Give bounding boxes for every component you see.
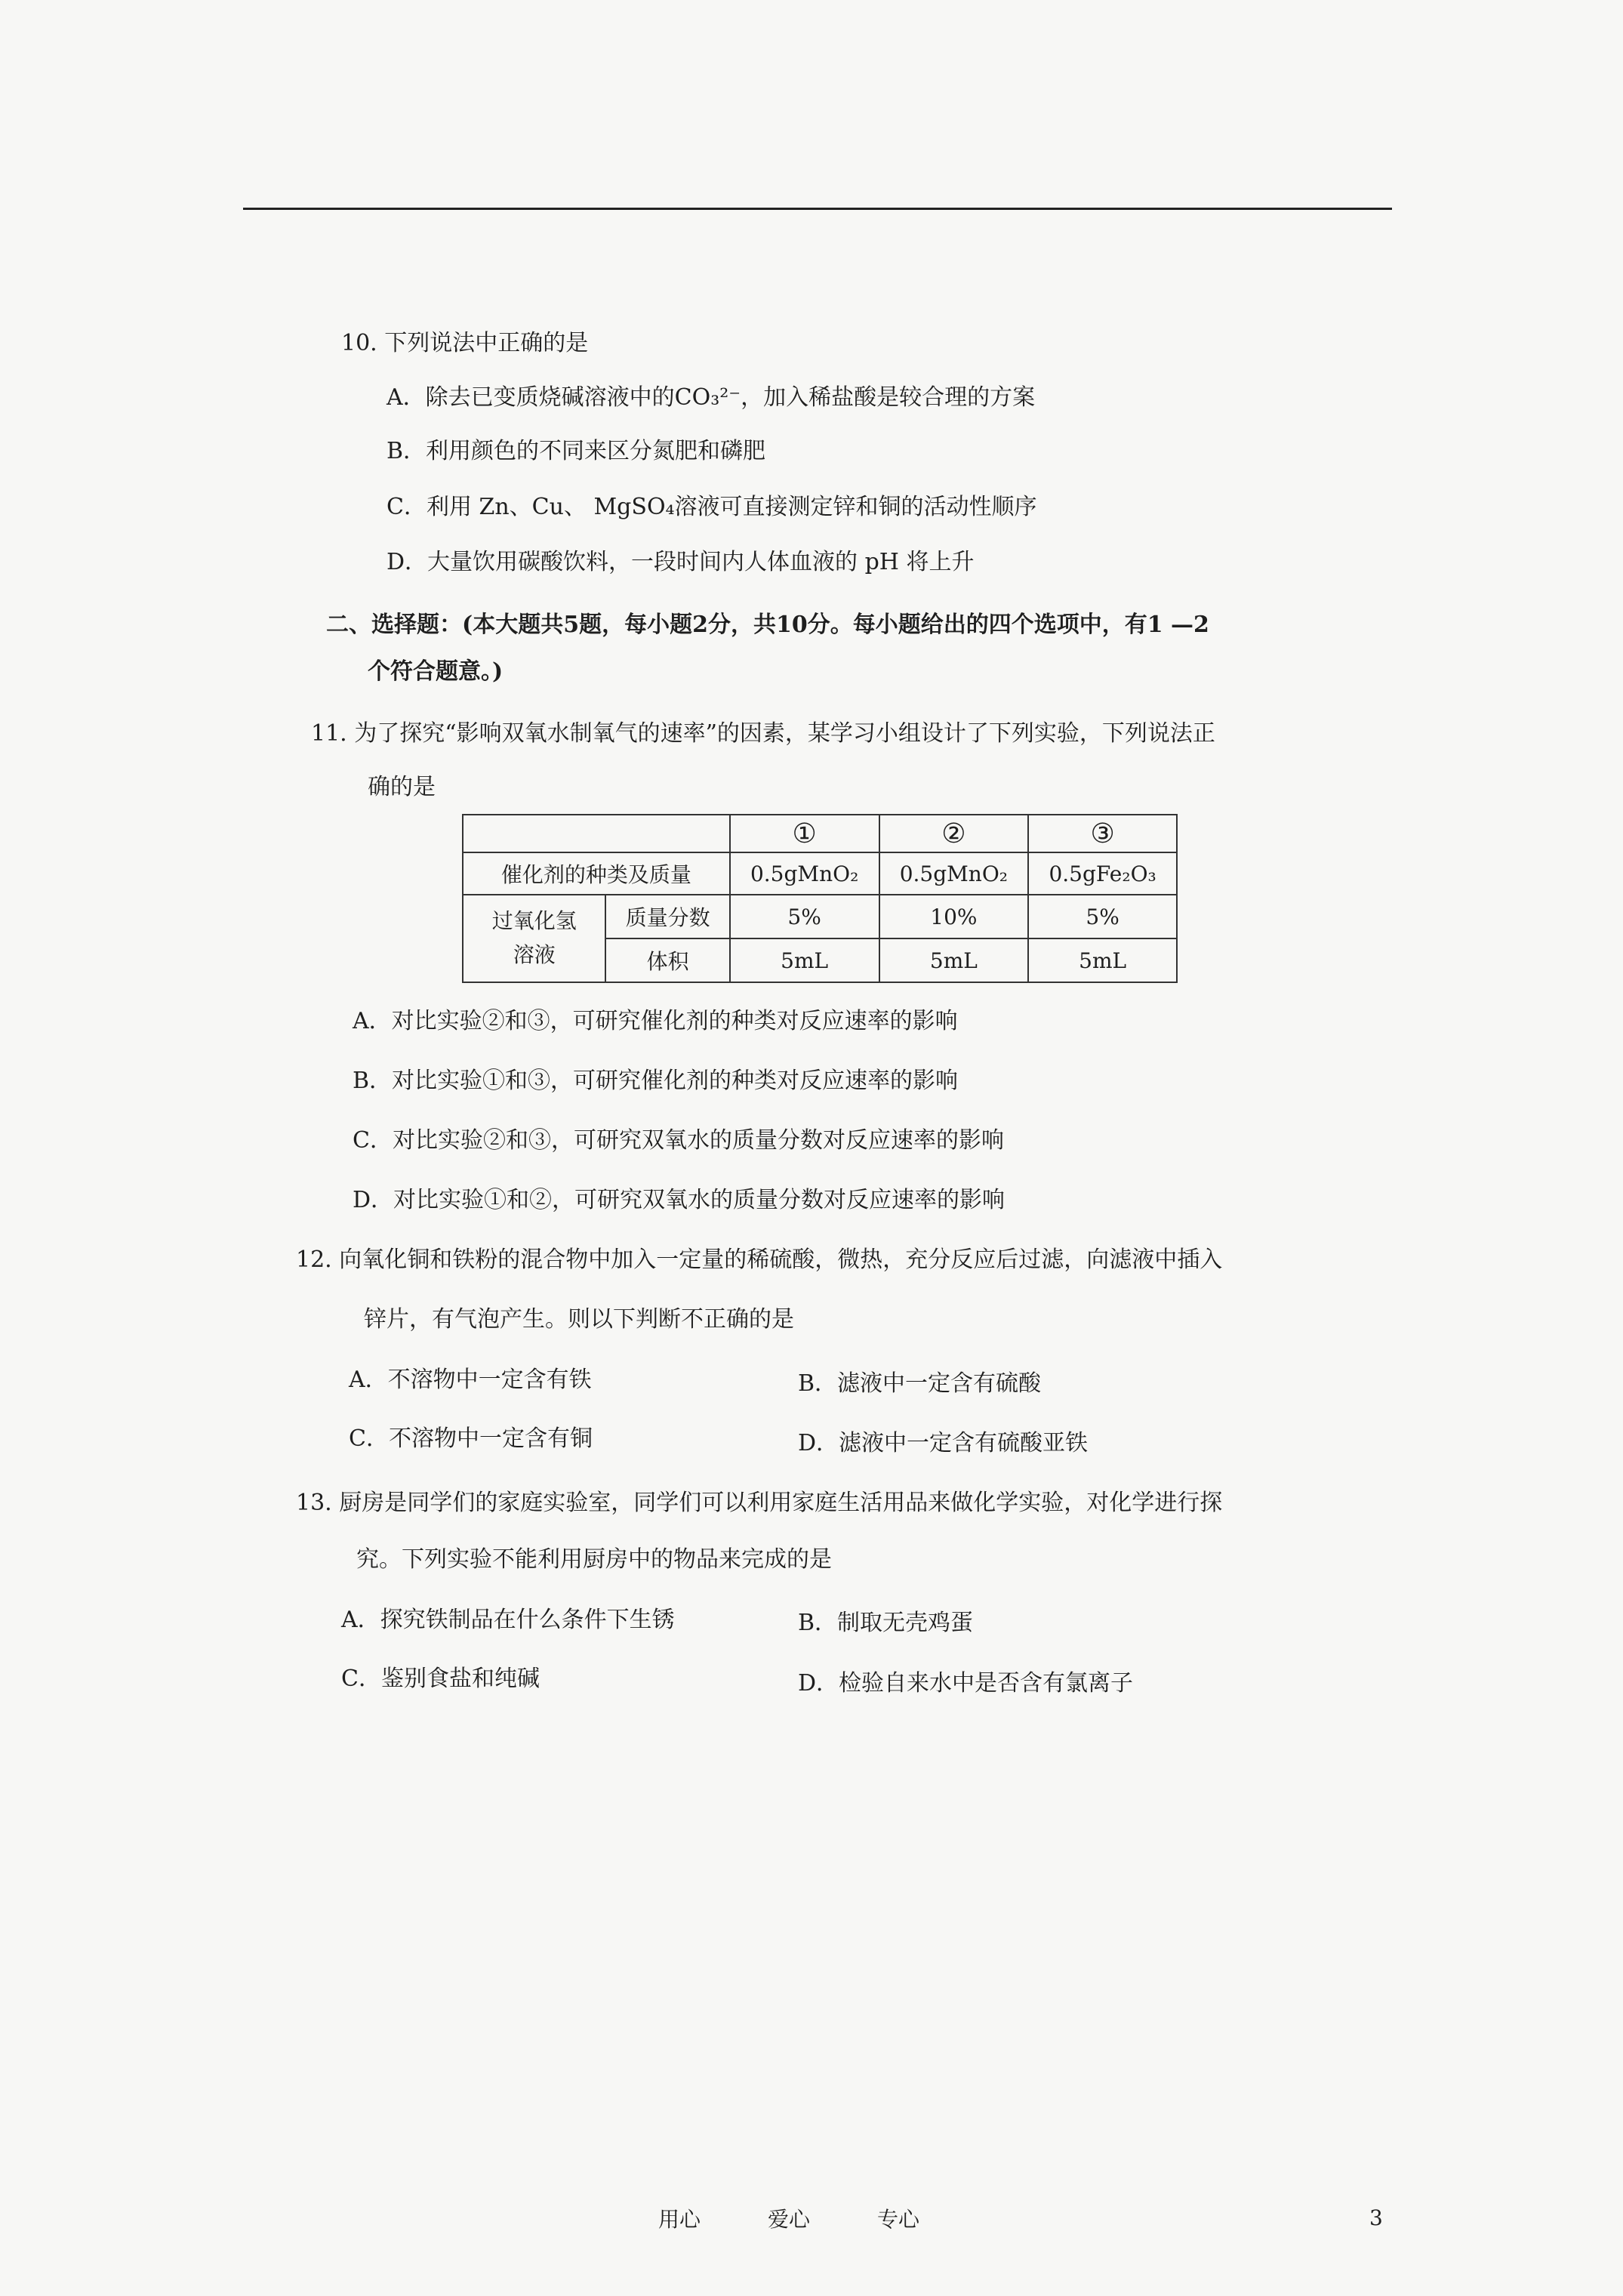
fraction-exp3: 5% [1028,895,1177,938]
q10-option-c: C．利用 Zn、Cu、 MgSO₄溶液可直接测定锌和铜的活动性顺序 [387,494,1037,520]
table-header-exp2: ② [879,815,1029,852]
q10-option-b: B．利用颜色的不同来区分氮肥和磷肥 [387,438,766,464]
volume-label: 体积 [605,938,729,982]
experiment-table [462,814,1178,983]
footer-word-1: 用心 [658,2207,701,2232]
solution-label: 过氧化氢溶液 [463,895,605,982]
catalyst-exp1: 0.5gMnO₂ [730,852,879,895]
q11-stem-line1: 11. 为了探究“影响双氧水制氧气的速率”的因素，某学习小组设计了下列实验，下列说法正 [311,720,1215,747]
q13-stem-line1: 13. 厨房是同学们的家庭实验室，同学们可以利用家庭生活用品来做化学实验，对化学进行探 [296,1490,1223,1516]
q10-stem: 10. 下列说法中正确的是 [341,330,589,356]
q12-option-b: B．滤液中一定含有硫酸 [798,1370,1042,1397]
q12-option-d: D．滤液中一定含有硫酸亚铁 [798,1430,1089,1456]
q10-option-a: A．除去已变质烧碱溶液中的CO₃²⁻，加入稀盐酸是较合理的方案 [387,384,1036,411]
q11-option-d: D．对比实验①和②，可研究双氧水的质量分数对反应速率的影响 [353,1187,1006,1213]
q10-option-d: D．大量饮用碳酸饮料，一段时间内人体血液的 pH 将上升 [387,549,975,575]
catalyst-label: 催化剂的种类及质量 [463,852,730,895]
q13-option-b: B．制取无壳鸡蛋 [798,1610,974,1636]
footer-word-3: 专心 [877,2207,920,2232]
q11-option-a: A．对比实验②和③，可研究催化剂的种类对反应速率的影响 [353,1008,958,1034]
q11-option-b: B．对比实验①和③，可研究催化剂的种类对反应速率的影响 [353,1068,959,1094]
page-number: 3 [1369,2205,1383,2230]
q13-option-c: C．鉴别食盐和纯碱 [341,1666,540,1692]
fraction-exp2: 10% [879,895,1029,938]
table-header-exp1: ① [730,815,879,852]
table-header-exp3: ③ [1028,815,1177,852]
q13-option-a: A．探究铁制品在什么条件下生锈 [341,1607,675,1633]
catalyst-exp2: 0.5gMnO₂ [879,852,1029,895]
fraction-label: 质量分数 [605,895,729,938]
section2-heading-line1: 二、选择题：(本大题共5题，每小题2分，共10分。每小题给出的四个选项中，有1 —2 [326,612,1209,638]
q12-stem-line2: 锌片，有气泡产生。则以下判断不正确的是 [364,1306,794,1333]
volume-exp3: 5mL [1028,938,1177,982]
q13-stem-line2: 究。下列实验不能利用厨房中的物品来完成的是 [356,1546,832,1573]
fraction-exp1: 5% [730,895,879,938]
q12-option-a: A．不溶物中一定含有铁 [349,1367,592,1393]
catalyst-exp3: 0.5gFe₂O₃ [1028,852,1177,895]
footer-word-2: 爱心 [768,2207,811,2232]
table-corner-cell [463,815,730,852]
volume-exp1: 5mL [730,938,879,982]
q11-stem-line2: 确的是 [368,774,436,800]
q12-stem-line1: 12. 向氧化铜和铁粉的混合物中加入一定量的稀硫酸，微热，充分反应后过滤，向滤液中插入 [296,1247,1223,1273]
q11-option-c: C．对比实验②和③，可研究双氧水的质量分数对反应速率的影响 [353,1127,1004,1154]
section2-heading-line2: 个符合题意。) [368,658,504,685]
header-rule [243,208,1392,210]
volume-exp2: 5mL [879,938,1029,982]
q12-option-c: C．不溶物中一定含有铜 [349,1425,593,1452]
q13-option-d: D．检验自来水中是否含有氯离子 [798,1670,1134,1697]
